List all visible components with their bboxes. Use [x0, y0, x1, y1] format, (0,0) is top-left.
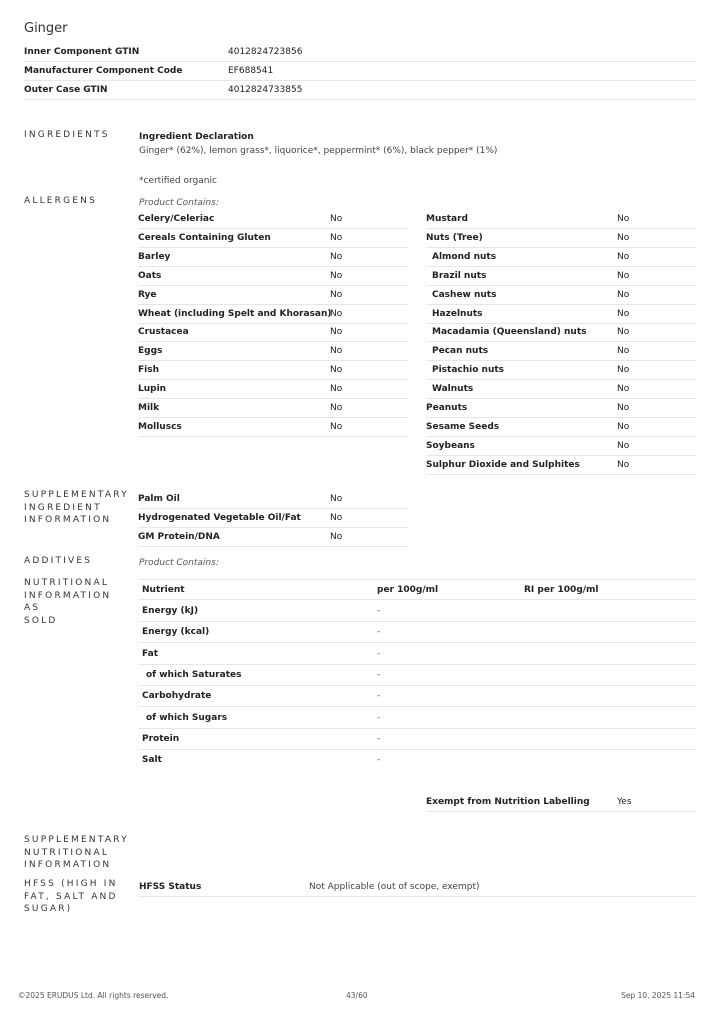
- allergen-row: [426, 229, 696, 248]
- hfss-label: HFSS Status: [139, 882, 202, 892]
- allergen-row-value: No: [617, 403, 630, 413]
- allergen-row-value: No: [330, 251, 343, 262]
- allergen-row-name: Milk: [138, 403, 160, 413]
- nutrition-row-name: Carbohydrate: [142, 691, 212, 702]
- nutrition-row: [138, 729, 696, 750]
- supplementary-ingredient-row: [138, 490, 408, 509]
- identifier-value: 4012824733855: [228, 85, 303, 95]
- allergen-row-name: Molluscs: [138, 421, 182, 432]
- section-label-hfss: [24, 878, 128, 916]
- allergen-row-value: No: [330, 327, 343, 338]
- allergen-row-value: No: [617, 346, 630, 357]
- allergen-row: [138, 323, 408, 342]
- allergen-row: [426, 286, 696, 305]
- allergen-row: [138, 267, 408, 286]
- supplementary-ingredient-row-name: Hydrogenated Vegetable Oil/Fat: [138, 512, 301, 523]
- allergen-row-value: No: [330, 421, 343, 432]
- allergen-row-value: No: [617, 214, 630, 224]
- allergen-row: [426, 267, 696, 286]
- allergen-row: [138, 399, 408, 418]
- allergen-row-name: Celery/Celeriac: [138, 214, 215, 224]
- allergen-row: [138, 210, 408, 229]
- supplementary-ingredient-row-name: Palm Oil: [138, 494, 180, 504]
- section-label-line: NUTRITIONAL: [24, 578, 110, 588]
- allergen-row-name: Pecan nuts: [432, 346, 489, 357]
- nutrition-row-value: -: [377, 606, 381, 616]
- ingredient-declaration: Ginger* (62%), lemon grass*, liquorice*, peppermint* (6%), black pepper* (1%): [139, 146, 498, 156]
- identifier-row: [24, 43, 696, 62]
- allergen-row: [426, 361, 696, 380]
- allergen-row-name: Peanuts: [426, 403, 468, 413]
- allergen-row-name: Almond nuts: [432, 251, 497, 262]
- allergen-row: [426, 323, 696, 342]
- allergen-row-value: No: [617, 308, 630, 319]
- nutrition-row-value: -: [377, 669, 381, 680]
- nutrition-row: [138, 686, 696, 707]
- nutrition-header-ri: RI per 100g/ml: [524, 585, 599, 595]
- allergen-row-name: Wheat (including Spelt and Khorasan): [138, 308, 332, 319]
- supplementary-ingredient-row: [138, 528, 408, 547]
- allergen-row-name: Brazil nuts: [432, 270, 487, 281]
- nutrition-row-value: -: [377, 733, 381, 744]
- nutrition-row-name: of which Saturates: [146, 669, 242, 680]
- allergen-row-value: No: [330, 384, 343, 395]
- allergen-row-name: Lupin: [138, 384, 167, 395]
- allergen-row-value: No: [617, 251, 630, 262]
- allergen-row-value: No: [330, 232, 343, 243]
- allergen-row-value: No: [617, 459, 630, 470]
- allergen-row-value: No: [617, 421, 630, 432]
- allergen-row: [426, 305, 696, 324]
- allergen-row: [138, 361, 408, 380]
- allergens-product-contains: Product Contains:: [139, 198, 219, 208]
- allergen-row: [426, 342, 696, 361]
- allergen-row-name: Hazelnuts: [432, 308, 483, 319]
- allergen-row-name: Rye: [138, 289, 157, 300]
- allergen-row-value: No: [617, 440, 630, 451]
- exempt-row: [426, 793, 696, 812]
- allergen-row-name: Pistachio nuts: [432, 365, 505, 376]
- identifier-label: Inner Component GTIN: [24, 47, 140, 57]
- supplementary-ingredient-row: [138, 509, 408, 528]
- allergen-row-name: Nuts (Tree): [426, 232, 483, 243]
- nutrition-row-value: -: [377, 712, 381, 723]
- product-title: Ginger: [24, 21, 68, 36]
- allergen-row-name: Cereals Containing Gluten: [138, 232, 271, 243]
- allergen-row-value: No: [330, 346, 343, 357]
- nutrition-row-name: Energy (kcal): [142, 627, 210, 638]
- allergen-row-name: Oats: [138, 270, 162, 281]
- allergen-row-value: No: [330, 365, 343, 376]
- section-label-line: INFORMATION: [24, 860, 112, 870]
- allergen-row: [138, 418, 408, 437]
- allergen-row-value: No: [617, 365, 630, 376]
- nutrition-row-name: Fat: [142, 648, 158, 659]
- section-label-line: SUPPLEMENTARY: [24, 835, 129, 845]
- section-label-supplementary-ingredient: [24, 489, 128, 527]
- allergen-row-name: Crustacea: [138, 327, 189, 338]
- section-label-allergens: ALLERGENS: [24, 196, 98, 206]
- nutrition-row-value: -: [377, 755, 381, 766]
- allergen-row-value: No: [617, 270, 630, 281]
- allergen-row-name: Macadamia (Queensland) nuts: [432, 327, 587, 338]
- allergen-row: [138, 229, 408, 248]
- identifier-value: EF688541: [228, 66, 274, 76]
- nutrition-row-value: -: [377, 648, 381, 659]
- identifier-label: Outer Case GTIN: [24, 85, 108, 95]
- section-label-line: NUTRITIONAL: [24, 847, 110, 858]
- nutrition-row: [138, 708, 696, 729]
- nutrition-header-row: [138, 579, 696, 600]
- identifier-label: Manufacturer Component Code: [24, 66, 183, 76]
- allergen-row-name: Sesame Seeds: [426, 421, 500, 432]
- footer-page-number: 43/60: [346, 991, 368, 1000]
- allergen-row: [426, 437, 696, 456]
- nutrition-row-name: Protein: [142, 733, 180, 744]
- allergen-row: [426, 380, 696, 399]
- allergen-row: [426, 399, 696, 418]
- allergen-row: [426, 418, 696, 437]
- additives-product-contains: Product Contains:: [139, 558, 219, 568]
- allergen-row-name: Mustard: [426, 214, 468, 224]
- section-label-line: HFSS (HIGH IN: [24, 879, 118, 889]
- section-label-line: SUPPLEMENTARY: [24, 490, 129, 500]
- nutrition-row-value: -: [377, 691, 381, 702]
- allergen-row-value: No: [330, 403, 343, 413]
- nutrition-row-value: -: [377, 627, 381, 638]
- allergen-row-value: No: [330, 289, 343, 300]
- supplementary-ingredient-row-value: No: [330, 494, 343, 504]
- nutrition-row: [138, 750, 696, 771]
- section-label-line: INFORMATION: [24, 515, 112, 525]
- ingredient-heading: Ingredient Declaration: [139, 132, 254, 142]
- allergen-row-value: No: [617, 232, 630, 243]
- section-label-supplementary-nutritional: [24, 834, 128, 872]
- section-label-line: FAT, SALT AND: [24, 891, 118, 902]
- allergen-row-name: Barley: [138, 251, 171, 262]
- nutrition-row: [138, 601, 696, 622]
- allergen-row-value: No: [617, 384, 630, 395]
- nutrition-row: [138, 665, 696, 686]
- nutrition-header-per100: per 100g/ml: [377, 585, 439, 595]
- allergen-row: [138, 305, 408, 324]
- footer-timestamp: Sep 10, 2025 11:54: [621, 991, 695, 1000]
- allergen-row-value: No: [617, 289, 630, 300]
- identifier-row: [24, 81, 696, 100]
- allergen-row-name: Sulphur Dioxide and Sulphites: [426, 459, 580, 470]
- allergen-row: [138, 342, 408, 361]
- certified-organic-note: *certified organic: [139, 176, 217, 186]
- allergen-row: [138, 248, 408, 267]
- hfss-row: [138, 878, 696, 897]
- allergen-row-name: Walnuts: [432, 384, 474, 395]
- section-label-line: INGREDIENT: [24, 502, 102, 513]
- footer-copyright: ©2025 ERUDUS Ltd. All rights reserved.: [18, 991, 169, 1000]
- nutrition-row-name: Energy (kJ): [142, 606, 199, 616]
- section-label-line: SOLD: [24, 615, 58, 626]
- nutrition-header-nutrient: Nutrient: [142, 585, 185, 595]
- supplementary-ingredient-row-value: No: [330, 531, 343, 542]
- section-label-line: SUGAR): [24, 904, 73, 914]
- section-label-ingredients: INGREDIENTS: [24, 130, 110, 140]
- allergen-row-name: Eggs: [138, 346, 163, 357]
- allergen-row-value: No: [330, 270, 343, 281]
- section-label-nutritional: [24, 577, 128, 627]
- allergen-row-name: Cashew nuts: [432, 289, 497, 300]
- allergen-row-value: No: [330, 214, 343, 224]
- allergen-row-name: Fish: [138, 365, 159, 376]
- nutrition-row: [138, 644, 696, 665]
- exempt-label: Exempt from Nutrition Labelling: [426, 797, 590, 807]
- nutrition-row-name: Salt: [142, 755, 162, 766]
- allergen-row-value: No: [617, 327, 630, 338]
- section-label-line: INFORMATION AS: [24, 590, 112, 613]
- allergen-row: [426, 248, 696, 267]
- allergen-row: [426, 456, 696, 475]
- allergen-row: [138, 380, 408, 399]
- section-label-additives: ADDITIVES: [24, 556, 93, 566]
- allergen-row: [138, 286, 408, 305]
- identifier-row: [24, 62, 696, 81]
- allergen-row-name: Soybeans: [426, 440, 475, 451]
- exempt-value: Yes: [617, 797, 632, 807]
- supplementary-ingredient-row-value: No: [330, 512, 343, 523]
- nutrition-row-name: of which Sugars: [146, 712, 228, 723]
- hfss-value: Not Applicable (out of scope, exempt): [309, 882, 480, 892]
- nutrition-row: [138, 622, 696, 643]
- allergen-row: [426, 210, 696, 229]
- allergen-row-value: No: [330, 308, 343, 319]
- identifier-value: 4012824723856: [228, 47, 303, 57]
- supplementary-ingredient-row-name: GM Protein/DNA: [138, 531, 220, 542]
